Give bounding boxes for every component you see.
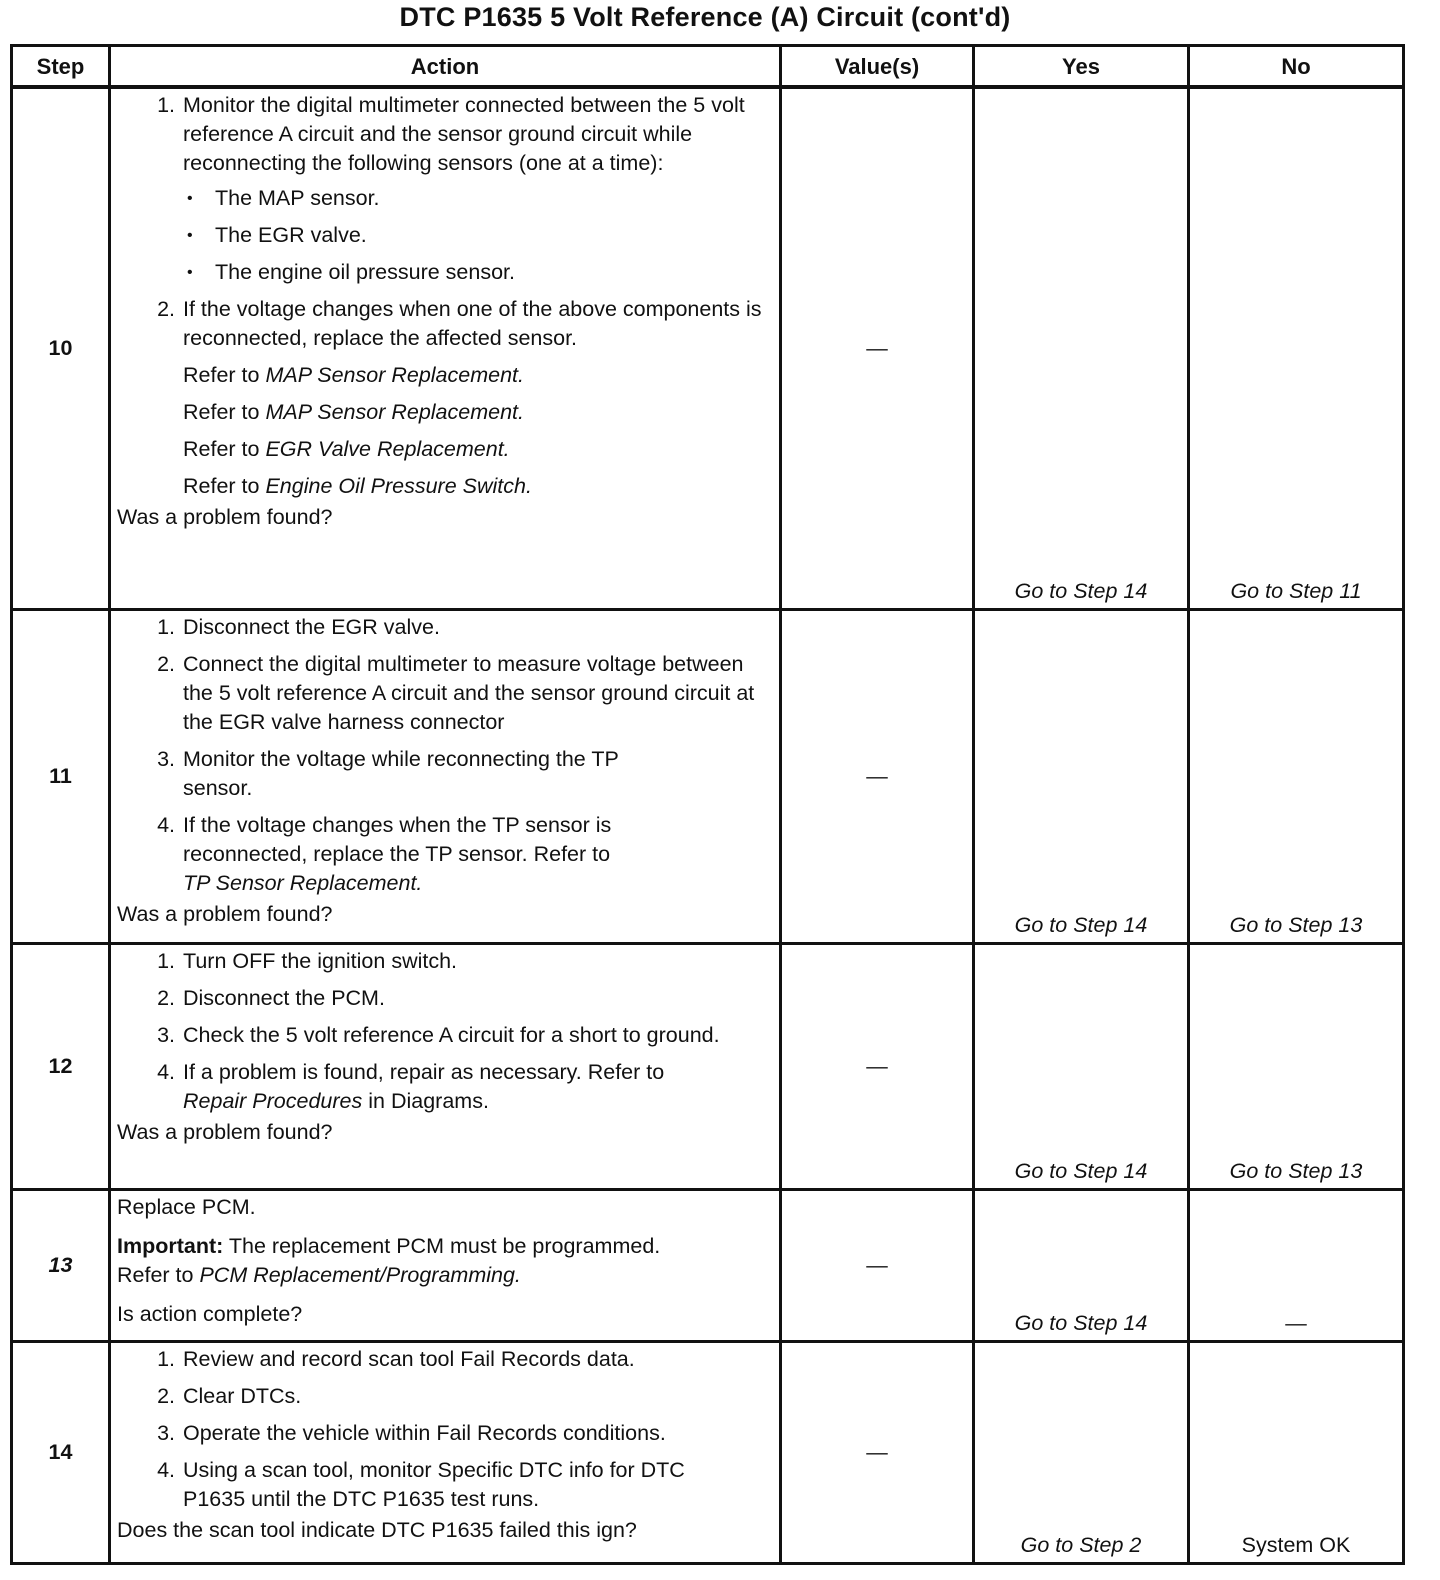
list-item: 1. Turn OFF the ignition switch. — [157, 948, 458, 973]
refer-line: Refer to MAP Sensor Replacement. — [183, 400, 524, 424]
header-action: Action — [110, 46, 781, 88]
list-item: 4. If the voltage changes when the TP sensor is reconnected, replace the TP sensor. Refer to TP Sensor Replacement. — [157, 812, 612, 895]
yes-cell — [974, 609, 1189, 943]
table-row-step-14 — [12, 1341, 1404, 1563]
yes-result[interactable]: Go to Step 2 — [1020, 1532, 1142, 1557]
header-yes: Yes — [974, 46, 1189, 88]
list-item: • The engine oil pressure sensor. — [185, 258, 773, 287]
step-number: 11 — [12, 609, 110, 943]
no-result[interactable]: Go to Step 11 — [1230, 578, 1362, 603]
list-item: 2. Clear DTCs. — [157, 1383, 302, 1408]
question: Was a problem found? — [117, 505, 333, 529]
step-number: 13 — [12, 1189, 110, 1341]
action-line: Replace PCM. — [117, 1194, 256, 1219]
action-steps — [117, 1345, 773, 1514]
yes-cell — [974, 1189, 1189, 1341]
question: Was a problem found? — [117, 1119, 333, 1144]
ref-link[interactable]: MAP Sensor Replacement. — [265, 400, 524, 424]
table-row-step-10 — [12, 87, 1404, 609]
list-item: 2. If the voltage changes when one of the above components is reconnected, replace the affected sensor. — [157, 297, 762, 350]
step-number: 14 — [12, 1341, 110, 1563]
yes-result[interactable]: Go to Step 14 — [1014, 578, 1148, 603]
value-cell: — — [781, 1341, 974, 1563]
refer-line: Refer to Engine Oil Pressure Switch. — [183, 474, 532, 498]
refer-line: Refer to MAP Sensor Replacement. — [183, 363, 524, 387]
step-number: 12 — [12, 943, 110, 1189]
no-result: — — [1285, 1310, 1307, 1335]
header-step: Step — [12, 46, 110, 88]
action-steps — [117, 947, 773, 1116]
diagnostic-table — [10, 44, 1405, 1565]
list-item: 2. Disconnect the PCM. — [157, 985, 385, 1010]
action-steps — [117, 613, 773, 898]
question: Was a problem found? — [117, 901, 333, 926]
yes-cell — [974, 943, 1189, 1189]
ref-link[interactable]: TP Sensor Replacement. — [183, 870, 423, 895]
yes-cell — [974, 87, 1189, 609]
value-cell: — — [781, 1189, 974, 1341]
list-item: 3. Operate the vehicle within Fail Records conditions. — [157, 1420, 666, 1445]
no-result[interactable]: Go to Step 13 — [1229, 912, 1363, 937]
list-item: • The MAP sensor. — [185, 184, 773, 213]
important-note: Important: The replacement PCM must be programmed. Refer to PCM Replacement/Programming. — [117, 1233, 661, 1287]
list-item: 2. Connect the digital multimeter to measure voltage between the 5 volt reference A circuit and the sensor ground circuit at the EGR valve harness connector — [157, 651, 755, 734]
no-cell — [1189, 1189, 1404, 1341]
list-item: 1. Disconnect the EGR valve. — [157, 614, 440, 639]
action-cell — [110, 87, 781, 609]
refer-line: Refer to EGR Valve Replacement. — [183, 437, 510, 461]
no-cell — [1189, 1341, 1404, 1563]
step-number: 10 — [12, 87, 110, 609]
no-result[interactable]: Go to Step 13 — [1229, 1158, 1363, 1183]
list-item: 3. Check the 5 volt reference A circuit for a short to ground. — [157, 1022, 720, 1047]
action-cell — [110, 1189, 781, 1341]
header-row — [12, 46, 1404, 88]
sensor-bullets — [183, 184, 773, 287]
action-cell — [110, 609, 781, 943]
value-cell: — — [781, 87, 974, 609]
table-row-step-13 — [12, 1189, 1404, 1341]
ref-link[interactable]: PCM Replacement/Programming. — [199, 1262, 521, 1287]
ref-link[interactable]: Engine Oil Pressure Switch. — [265, 474, 532, 498]
yes-result[interactable]: Go to Step 14 — [1014, 912, 1148, 937]
ref-link[interactable]: Repair Procedures — [183, 1088, 363, 1113]
list-item: • The EGR valve. — [185, 221, 773, 250]
value-cell: — — [781, 943, 974, 1189]
question: Does the scan tool indicate DTC P1635 failed this ign? — [117, 1517, 637, 1542]
list-item: 3. Monitor the voltage while reconnecting the TP sensor. — [157, 746, 619, 800]
list-item: 4. Using a scan tool, monitor Specific DTC info for DTC P1635 until the DTC P1635 test runs. — [157, 1457, 685, 1511]
list-item: 1. Review and record scan tool Fail Records data. — [157, 1346, 635, 1371]
ref-link[interactable]: MAP Sensor Replacement. — [265, 363, 524, 387]
header-no: No — [1189, 46, 1404, 88]
value-cell: — — [781, 609, 974, 943]
no-cell — [1189, 87, 1404, 609]
list-item: 1. Monitor the digital multimeter connected between the 5 volt reference A circuit and the sensor ground circuit while reconnecting the following sensors (one at a time): • The MAP sensor. • The EGR valve. • The engine oil pressure sensor. — [145, 91, 773, 287]
action-cell — [110, 943, 781, 1189]
no-cell — [1189, 609, 1404, 943]
list-item: 4. If a problem is found, repair as necessary. Refer to Repair Procedures in Diagrams. — [157, 1059, 665, 1113]
header-values: Value(s) — [781, 46, 974, 88]
table-row-step-12 — [12, 943, 1404, 1189]
page-title: DTC P1635 5 Volt Reference (A) Circuit (cont'd) — [399, 2, 1011, 32]
ref-link[interactable]: EGR Valve Replacement. — [265, 437, 510, 461]
question: Is action complete? — [117, 1301, 303, 1326]
action-cell — [110, 1341, 781, 1563]
yes-cell — [974, 1341, 1189, 1563]
table-row-step-11 — [12, 609, 1404, 943]
no-result: System OK — [1241, 1532, 1351, 1557]
no-cell — [1189, 943, 1404, 1189]
action-steps — [117, 91, 773, 353]
yes-result[interactable]: Go to Step 14 — [1014, 1310, 1148, 1335]
yes-result[interactable]: Go to Step 14 — [1014, 1158, 1148, 1183]
